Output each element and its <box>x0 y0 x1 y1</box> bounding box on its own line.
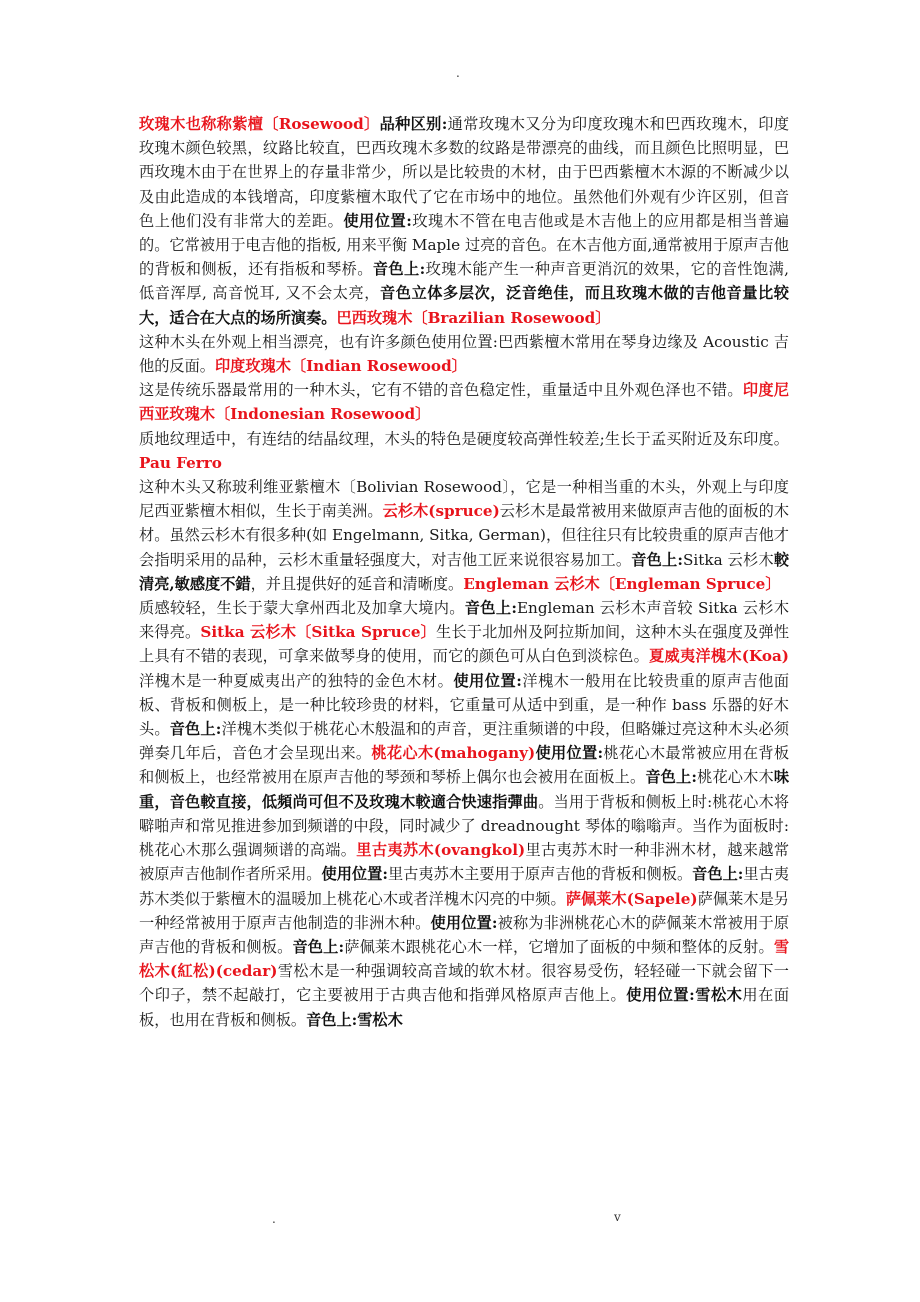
body-run: 质感较轻，生长于蒙大拿州西北及加拿大境内。 <box>139 599 465 618</box>
bold-label: 音色上: <box>292 937 345 956</box>
body-run: 这种木头又称玻利维亚紫檀木〔Bolivian Rosewood〕，它是一种相当重的木头，外观上与印度尼西亚紫檀木相似，生长于南美洲。 <box>139 478 789 521</box>
body-run: 洋槐木是一种夏威夷出产的独特的金色木材。 <box>139 671 454 690</box>
bold-label: 使用位置: <box>321 865 388 884</box>
wood-heading: 里古夷苏木(ovangkol) <box>356 841 526 860</box>
bold-label: 音色上: <box>464 599 517 618</box>
body-run: 洋槐木一般用在比较贵重的原声吉他面板、背板和侧板上，是一种比较珍贵的材料，它重量可从适中到重，是一种作 bass 乐器的好木头。 <box>139 671 790 739</box>
wood-heading: Engleman 云杉木〔Engleman Spruce〕 <box>463 574 781 593</box>
body-run: 里古夷苏木类似于紫檀木的温暖加上桃花心木或者洋槐木闪亮的中频。 <box>139 865 790 908</box>
body-run: 用在面板，也用在背板和侧板。 <box>139 986 790 1029</box>
body-run: 玫瑰木能产生一种声音更消沉的效果，它的音性饱满, 低音浑厚, 高音悦耳, 又不会太亮， <box>139 260 790 303</box>
wood-heading: 印度尼西亚玫瑰木〔Indonesian Rosewood〕 <box>139 381 790 424</box>
body-run: 桃花心木最常被应用在背板和侧板上，也经常被用在原声吉他的琴颈和琴桥上偶尔也会被用在面板上。 <box>139 744 790 787</box>
body-run: 里古夷苏木时一种非洲木材，越来越常被原声吉他制作者所采用。 <box>139 841 790 884</box>
bold-label: 味重，音色較直接，低頻尚可但不及玫瑰木較適合快速指彈曲 <box>139 768 790 811</box>
wood-heading: 桃花心木(mahogany) <box>371 744 536 763</box>
wood-heading: 雪松木(紅松)(cedar) <box>139 937 790 981</box>
footer-right-mark: v <box>614 1210 621 1224</box>
bold-label: 品种区别: <box>379 115 448 133</box>
bold-label: 音色立体多层次，泛音绝佳，而且玫瑰木做的吉他音量比较大，适合在大点的场所演奏。 <box>139 284 789 327</box>
bold-label: 較清亮,敏感度不錯 <box>139 550 790 593</box>
bold-label: 使用位置: <box>343 211 412 230</box>
bold-label: 音色上:雪松木 <box>306 1010 403 1029</box>
body-run: 。当用于背板和侧板上时:桃花心木将噼啪声和常见推进参加到频谱的中段，同时减少了 dreadnought 琴体的嗡嗡声。当作为面板时:桃花心木那么强调频谱的高端。 <box>139 792 790 860</box>
body-run: 生长于北加州及阿拉斯加间，这种木头在强度及弹性上具有不错的表现，可拿来做琴身的使用，而它的颜色可从白色到淡棕色。 <box>139 623 790 666</box>
body-run: 质地纹理适中，有连结的结晶纹理，木头的特色是硬度较高弹性较差;生长于孟买附近及东印度。 <box>139 429 789 448</box>
wood-heading: 玫瑰木也称称紫檀〔Rosewood〕 <box>139 115 380 133</box>
body-run: 萨佩莱木是另一种经常被用于原声吉他制造的非洲木种。 <box>139 889 789 932</box>
bold-label: 使用位置: <box>535 744 604 763</box>
body-run: ，并且提供好的延音和清晰度。 <box>250 574 464 593</box>
wood-heading: 云杉木(spruce) <box>382 502 500 521</box>
bold-label: 使用位置: <box>453 671 522 690</box>
wood-heading: Pau Ferro <box>139 453 222 472</box>
bold-label: 音色上: <box>631 550 684 569</box>
wood-heading: 萨佩莱木(Sapele) <box>565 889 698 908</box>
body-run: 桃花心木木 <box>696 768 774 787</box>
body-run: 通常玫瑰木又分为印度玫瑰木和巴西玫瑰木，印度玫瑰木颜色较黑，纹路比较直，巴西玫瑰木多数的纹路是带漂亮的曲线，而且颜色比照明显，巴西玫瑰木由于在世界上的存量非常少，所以是比较贵的木材，由于巴西紫檀木木源的不断减少以及由此造成的本钱增高，印度紫檀木取代了它在市场中的地位。虽然他们外观有少许区别，但音色上他们没有非常大的差距。 <box>139 115 789 230</box>
header-mark: . <box>456 66 460 80</box>
body-run: 这种木头在外观上相当漂亮，也有许多颜色使用位置:巴西紫檀木常用在琴身边缘及 Acoustic 吉他的反面。 <box>139 332 789 376</box>
body-run: Engleman 云杉木声音较 Sitka 云杉木来得亮。 <box>139 599 790 642</box>
bold-label: 使用位置: <box>430 913 498 932</box>
bold-label: 音色上: <box>372 260 426 279</box>
body-run: 里古夷苏木主要用于原声吉他的背板和侧板。 <box>387 865 693 884</box>
body-run: 洋槐木类似于桃花心木般温和的声音，更注重频谱的中段，但略嫌过亮这种木头必须弹奏几年后，音色才会呈现出来。 <box>139 720 790 763</box>
bold-label: 使用位置:雪松木 <box>626 986 743 1005</box>
wood-heading: 巴西玫瑰木〔Brazilian Rosewood〕 <box>336 308 611 327</box>
footer-left-mark: . <box>272 1212 276 1226</box>
wood-heading: Sitka 云杉木〔Sitka Spruce〕 <box>200 623 437 642</box>
body-text <box>139 112 789 1032</box>
body-run: 萨佩莱木跟桃花心木一样，它增加了面板的中频和整体的反射。 <box>344 937 774 956</box>
wood-heading: 印度玫瑰木〔Indian Rosewood〕 <box>214 357 467 376</box>
bold-label: 音色上: <box>645 768 697 787</box>
body-run: 雪松木是一种强调较高音域的软木材。很容易受伤，轻轻碰一下就会留下一个印子，禁不起敲打，它主要被用于古典吉他和指弹风格原声吉他上。 <box>139 962 789 1005</box>
body-run: Sitka 云杉木 <box>683 550 774 569</box>
body-run: 被称为非洲桃花心木的萨佩莱木常被用于原声吉他的背板和侧板。 <box>139 913 790 956</box>
bold-label: 音色上: <box>692 865 744 884</box>
bold-label: 音色上: <box>169 720 222 739</box>
wood-heading: 夏威夷洋槐木(Koa) <box>649 647 789 666</box>
body-run: 云杉木是最常被用来做原声吉他的面板的木材。虽然云杉木有很多种(如 Engelmann, Sitka, German)，但往往只有比较贵重的原声吉他才会指明采用的品种，云杉木重量轻强度大，对吉他工匠来说很容易加工。 <box>139 502 790 569</box>
body-run: 玫瑰木不管在电吉他或是木吉他上的应用都是相当普遍的。它常被用于电吉他的指板, 用来平衡 Maple 过亮的音色。在木吉他方面,通常被用于原声吉他的背板和侧板，还有指板和琴桥。 <box>139 211 790 279</box>
body-run: 这是传统乐器最常用的一种木头，它有不错的音色稳定性，重量适中且外观色泽也不错。 <box>139 381 743 400</box>
